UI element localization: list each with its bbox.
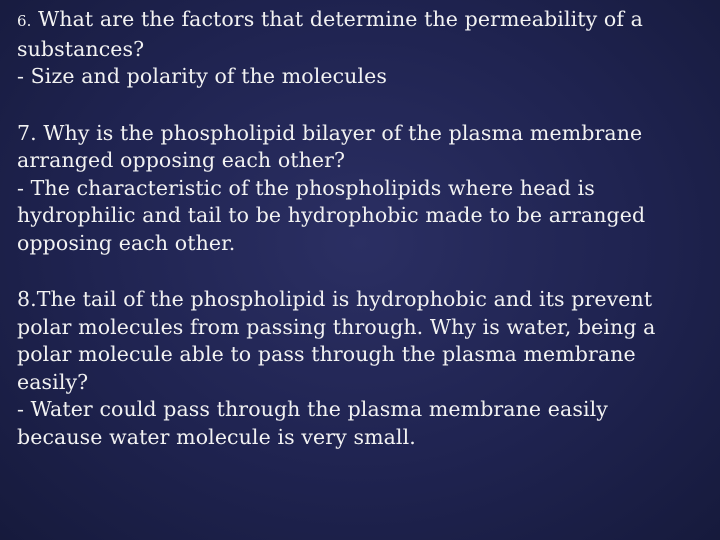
question-8-line-2: polar molecules from passing through. Why is water, being a: [17, 314, 656, 339]
question-7-line-1: 7. Why is the phospholipid bilayer of the plasma membrane: [17, 120, 643, 145]
question-6-line-2: substances?: [17, 36, 145, 61]
question-6-text: What are the factors that determine the permeability of a: [31, 7, 643, 31]
answer-8-line-1: - Water could pass through the plasma membrane easily: [17, 397, 608, 421]
answer-7-line-3: opposing each other.: [17, 230, 236, 255]
question-8-line-1: 8.The tail of the phospholipid is hydrophobic and its prevent: [17, 287, 653, 311]
question-6-number: 6.: [17, 12, 32, 30]
answer-6: - Size and polarity of the molecules: [17, 64, 387, 88]
answer-7-line-1: - The characteristic of the phospholipids where head is: [17, 175, 595, 200]
answer-8-line-2: because water molecule is very small.: [17, 424, 416, 449]
question-8-line-4: easily?: [17, 369, 89, 394]
question-7-line-2: arranged opposing each other?: [17, 148, 346, 172]
spacer: [17, 257, 707, 286]
spacer: [17, 91, 707, 120]
question-8-line-3: polar molecule able to pass through the plasma membrane: [17, 342, 636, 366]
question-6-line-1: [17, 6, 707, 36]
question-7-block: [17, 120, 707, 258]
slide-text-body: [17, 6, 707, 451]
question-6-block: [17, 6, 707, 91]
answer-7-line-2: hydrophilic and tail to be hydrophobic made to be arranged: [17, 203, 646, 227]
question-8-block: [17, 286, 707, 451]
